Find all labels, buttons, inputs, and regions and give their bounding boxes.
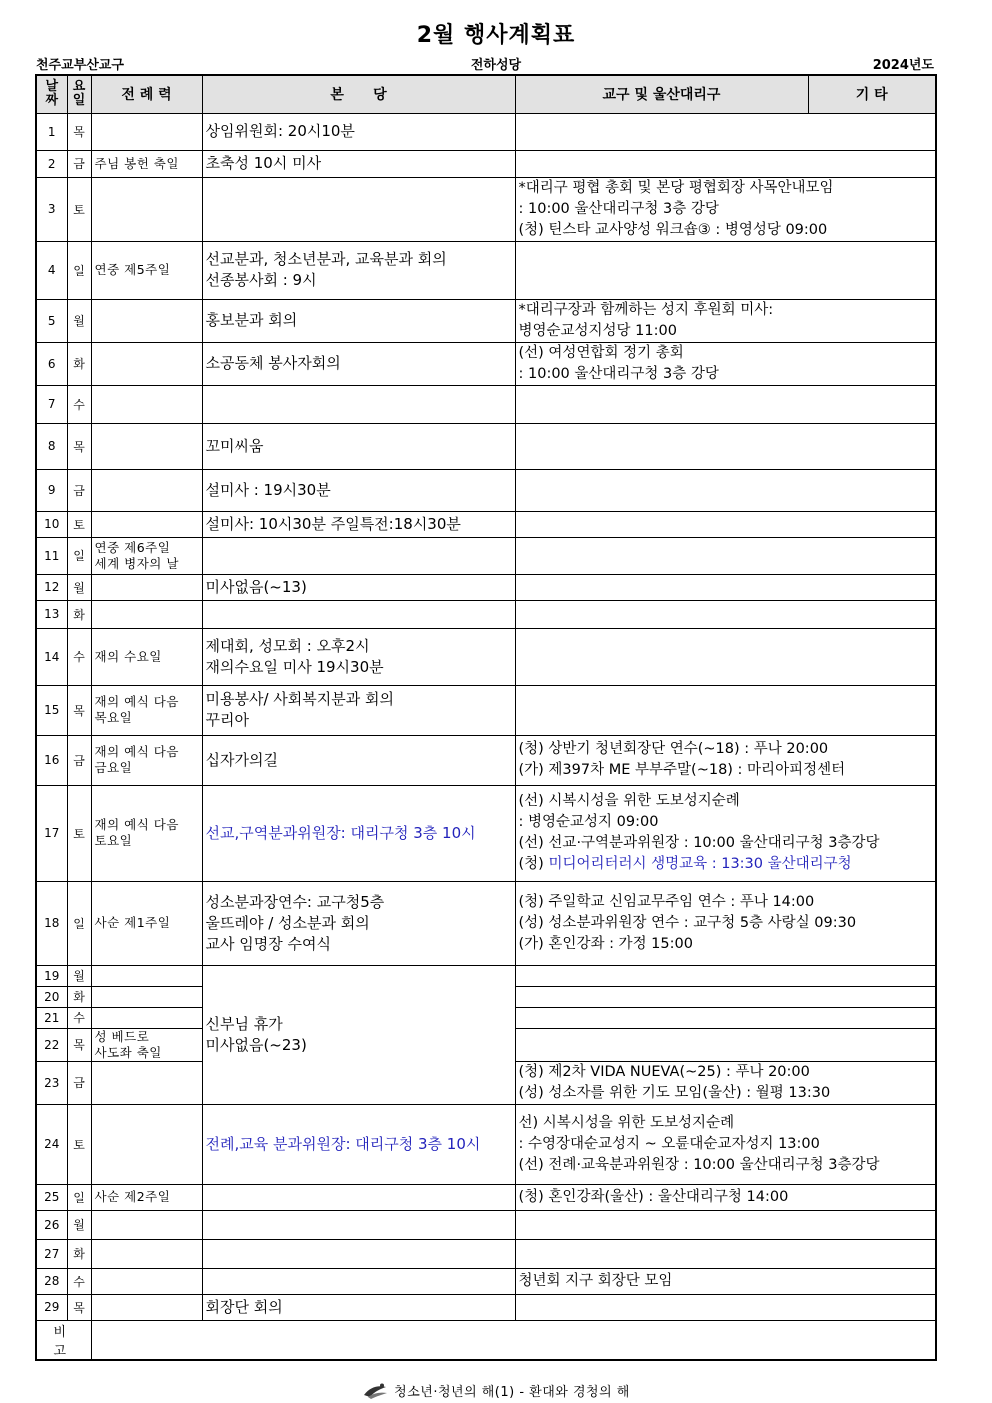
entry-line: 연중 제5주일	[94, 262, 171, 277]
table-row	[36, 342, 936, 385]
day-number: 28	[36, 1268, 67, 1294]
parish-cell	[202, 600, 515, 628]
entry-line: 청년회 지구 회장단 모임	[518, 1272, 673, 1289]
weekday: 토	[67, 785, 91, 881]
table-row	[36, 881, 936, 965]
day-number: 1	[36, 113, 67, 150]
district-cell	[515, 150, 936, 177]
weekday: 수	[67, 385, 91, 423]
day-number: 17	[36, 785, 67, 881]
entry-line: 재의 예식 다음	[94, 744, 179, 759]
weekday: 화	[67, 986, 91, 1007]
entry-line: : 병영순교성지 09:00	[518, 814, 659, 830]
footer-text: 청소년·청년의 해(1) - 환대와 경청의 해	[394, 1385, 630, 1400]
district-cell	[515, 1007, 936, 1028]
entry-line: (성) 성소분과위원장 연수 : 교구청 5층 사랑실 09:30	[518, 914, 857, 931]
entry-line: (선) 선교·구역분과위원장 : 10:00 울산대리구청 3층강당	[518, 835, 880, 851]
day-number: 11	[36, 537, 67, 574]
entry-line: *대리구장과 함께하는 성지 후원회 미사:	[518, 301, 774, 318]
weekday: 일	[67, 881, 91, 965]
weekday: 토	[67, 1104, 91, 1184]
liturgy-cell	[91, 1294, 202, 1320]
col-parish: 본 당	[202, 75, 515, 113]
liturgy-cell	[91, 1104, 202, 1184]
entry-line: 꾸리아	[205, 711, 249, 729]
entry-line: 설미사 : 19시30분	[205, 480, 331, 499]
entry-line: 재의 예식 다음	[94, 817, 179, 832]
table-row	[36, 150, 936, 177]
col-district: 교구 및 울산대리구	[515, 75, 808, 113]
district-cell	[515, 385, 936, 423]
liturgy-cell	[91, 574, 202, 600]
parish-cell	[202, 1210, 515, 1239]
district-cell	[515, 342, 936, 385]
entry-line: (가) 혼인강좌 : 가정 15:00	[518, 935, 693, 952]
day-number: 26	[36, 1210, 67, 1239]
parish-cell	[202, 241, 515, 299]
liturgy-cell	[91, 1184, 202, 1210]
parish-cell	[202, 1239, 515, 1268]
entry-line: (청) 주일학교 신임교무주임 연수 : 푸나 14:00	[518, 893, 815, 910]
entry-line: 연중 제6주일	[94, 539, 171, 555]
liturgy-cell	[91, 986, 202, 1007]
day-number: 3	[36, 177, 67, 241]
entry-line: 설미사: 10시30분 주일특전:18시30분	[205, 514, 461, 533]
liturgy-cell	[91, 423, 202, 469]
weekday: 수	[67, 1268, 91, 1294]
table-row	[36, 574, 936, 600]
district-cell	[515, 241, 936, 299]
parish-cell	[202, 113, 515, 150]
entry-line: 미사없음(~23)	[205, 1035, 307, 1054]
entry-line: 소공동체 봉사자회의	[205, 354, 341, 372]
schedule-table	[35, 74, 937, 1361]
parish-cell	[202, 1268, 515, 1294]
day-number: 4	[36, 241, 67, 299]
entry-line: 선종봉사회 : 9시	[205, 271, 317, 289]
weekday: 토	[67, 177, 91, 241]
entry-line: 세계 병자의 날	[94, 555, 179, 571]
table-row	[36, 469, 936, 511]
entry-line: (선) 여성연합회 정기 총회	[518, 344, 684, 361]
entry-line: 성소분과장연수: 교구청5층	[205, 892, 385, 911]
table-row	[36, 423, 936, 469]
entry-line: (청) 틴스타 교사양성 워크숍③ : 병영성당 09:00	[518, 221, 828, 238]
parish-cell	[202, 628, 515, 685]
liturgy-cell	[91, 177, 202, 241]
parish-cell	[202, 685, 515, 735]
remarks-cell	[91, 1320, 936, 1360]
weekday: 토	[67, 511, 91, 537]
table-row	[36, 1294, 936, 1320]
parish-cell	[202, 342, 515, 385]
entry-line: 선) 시복시성을 위한 도보성지순례	[518, 1114, 735, 1131]
entry-line: (선) 전례·교육분과위원장 : 10:00 울산대리구청 3층강당	[518, 1156, 880, 1173]
day-number: 27	[36, 1239, 67, 1268]
parish-cell	[202, 511, 515, 537]
weekday: 월	[67, 574, 91, 600]
day-number: 5	[36, 299, 67, 342]
day-number: 23	[36, 1061, 67, 1104]
weekday: 화	[67, 342, 91, 385]
entry-line: *대리구 평협 총회 및 본당 평협회장 사목안내모임	[518, 179, 834, 196]
district-cell	[515, 1210, 936, 1239]
day-number: 16	[36, 735, 67, 785]
table-row	[36, 1104, 936, 1184]
table-row	[36, 628, 936, 685]
district-cell	[515, 1239, 936, 1268]
weekday: 목	[67, 423, 91, 469]
liturgy-cell	[91, 1239, 202, 1268]
weekday: 화	[67, 600, 91, 628]
district-cell	[515, 469, 936, 511]
district-cell	[515, 600, 936, 628]
entry-line: 초축성 10시 미사	[205, 154, 322, 172]
day-number: 9	[36, 469, 67, 511]
day-number: 8	[36, 423, 67, 469]
parish-cell	[202, 423, 515, 469]
weekday: 화	[67, 1239, 91, 1268]
weekday: 일	[67, 1184, 91, 1210]
entry-line: : 10:00 울산대리구청 3층 강당	[518, 365, 719, 382]
table-row	[36, 785, 936, 881]
district-cell	[515, 574, 936, 600]
col-etc: 기 타	[808, 75, 936, 113]
entry-line: 주님 봉헌 축일	[94, 155, 179, 171]
liturgy-cell	[91, 385, 202, 423]
liturgy-cell	[91, 965, 202, 986]
parish-label: 전하성당	[470, 58, 522, 73]
district-cell	[515, 1184, 936, 1210]
liturgy-cell	[91, 150, 202, 177]
liturgy-cell	[91, 628, 202, 685]
parish-cell	[202, 1184, 515, 1210]
district-cell	[515, 299, 936, 342]
day-number: 14	[36, 628, 67, 685]
table-row	[36, 537, 936, 574]
youth-year-logo-icon	[362, 1383, 388, 1403]
entry-line: : 10:00 울산대리구청 3층 강당	[518, 200, 719, 217]
table-row	[36, 965, 936, 986]
weekday: 금	[67, 469, 91, 511]
entry-line: 목요일	[94, 710, 133, 725]
district-cell	[515, 423, 936, 469]
day-number: 21	[36, 1007, 67, 1028]
liturgy-cell	[91, 342, 202, 385]
entry-line: 상임위원회: 20시10분	[205, 122, 355, 140]
entry-line: 사순 제1주일	[94, 915, 171, 930]
weekday: 목	[67, 113, 91, 150]
district-cell	[515, 685, 936, 735]
district-cell	[515, 177, 936, 241]
liturgy-cell	[91, 469, 202, 511]
district-cell	[515, 1294, 936, 1320]
table-row	[36, 1239, 936, 1268]
day-number: 7	[36, 385, 67, 423]
liturgy-cell	[91, 511, 202, 537]
weekday: 일	[67, 241, 91, 299]
entry-line: 미용봉사/ 사회복지분과 회의	[205, 690, 394, 708]
weekday: 목	[67, 685, 91, 735]
table-row	[36, 600, 936, 628]
entry-line: (청) 제2차 VIDA NUEVA(~25) : 푸나 20:00	[518, 1063, 810, 1080]
entry-line: 제대회, 성모회 : 오후2시	[205, 636, 370, 655]
parish-cell	[202, 177, 515, 241]
table-row	[36, 1210, 936, 1239]
remarks-label: 비 고	[36, 1320, 91, 1360]
parish-cell	[202, 735, 515, 785]
table-row	[36, 385, 936, 423]
district-cell	[515, 628, 936, 685]
table-row	[36, 735, 936, 785]
liturgy-cell	[91, 735, 202, 785]
parish-cell	[202, 385, 515, 423]
diocese-label: 천주교부산교구	[36, 58, 124, 73]
col-weekday: 요 일	[67, 75, 91, 113]
entry-line: (가) 제397차 ME 부부주말(~18) : 마리아피정센터	[518, 762, 846, 778]
weekday: 금	[67, 1061, 91, 1104]
entry-line: (성) 성소자를 위한 기도 모임(울산) : 월평 13:30	[518, 1084, 831, 1101]
day-number: 10	[36, 511, 67, 537]
parish-cell	[202, 1294, 515, 1320]
day-number: 15	[36, 685, 67, 735]
entry-line: 병영순교성지성당 11:00	[518, 322, 677, 339]
district-cell	[515, 986, 936, 1007]
weekday: 목	[67, 1028, 91, 1061]
table-row	[36, 685, 936, 735]
liturgy-cell	[91, 299, 202, 342]
table-row	[36, 299, 936, 342]
day-number: 12	[36, 574, 67, 600]
weekday: 월	[67, 299, 91, 342]
footer	[0, 1381, 992, 1403]
entry-line: (청) 미디어리터러시 생명교육 : 13:30 울산대리구청	[518, 856, 852, 872]
table-row	[36, 1184, 936, 1210]
day-number: 25	[36, 1184, 67, 1210]
liturgy-cell	[91, 113, 202, 150]
year-label: 2024년도	[872, 58, 934, 73]
entry-line: (청) 혼인강좌(울산) : 울산대리구청 14:00	[518, 1188, 789, 1205]
parish-merged-cell	[202, 965, 515, 1104]
entry-line: (청) 상반기 청년회장단 연수(~18) : 푸나 20:00	[518, 741, 829, 757]
weekday: 목	[67, 1294, 91, 1320]
entry-line: 미사없음(~13)	[205, 577, 307, 596]
parish-cell	[202, 785, 515, 881]
liturgy-cell	[91, 600, 202, 628]
table-row	[36, 511, 936, 537]
day-number: 22	[36, 1028, 67, 1061]
entry-line: 울뜨레야 / 성소분과 회의	[205, 913, 370, 932]
liturgy-cell	[91, 537, 202, 574]
day-number: 18	[36, 881, 67, 965]
entry-line: 전례,교육 분과위원장: 대리구청 3층 10시	[205, 1134, 481, 1153]
entry-line: 십자가의길	[205, 750, 278, 769]
liturgy-cell	[91, 241, 202, 299]
parish-cell	[202, 299, 515, 342]
table-row	[36, 177, 936, 241]
district-cell	[515, 785, 936, 881]
header-row	[36, 75, 936, 113]
district-cell	[515, 113, 936, 150]
parish-cell	[202, 574, 515, 600]
weekday: 금	[67, 150, 91, 177]
entry-line: 토요일	[94, 833, 133, 848]
col-day: 날 짜	[36, 75, 67, 113]
liturgy-cell	[91, 1007, 202, 1028]
entry-line: 금요일	[94, 760, 133, 775]
district-cell	[515, 537, 936, 574]
entry-line: : 수영장대순교성지 ~ 오륜대순교자성지 13:00	[518, 1135, 820, 1152]
day-number: 20	[36, 986, 67, 1007]
district-cell	[515, 1104, 936, 1184]
liturgy-cell	[91, 1210, 202, 1239]
day-number: 2	[36, 150, 67, 177]
entry-line: 성 베드로	[94, 1028, 150, 1044]
liturgy-cell	[91, 881, 202, 965]
weekday: 금	[67, 735, 91, 785]
weekday: 월	[67, 965, 91, 986]
entry-line: 꼬미씨움	[205, 436, 264, 455]
table-row	[36, 113, 936, 150]
table-row	[36, 1268, 936, 1294]
liturgy-cell	[91, 1061, 202, 1104]
entry-line: (선) 시복시성을 위한 도보성지순례	[518, 793, 740, 809]
liturgy-cell	[91, 685, 202, 735]
parish-cell	[202, 537, 515, 574]
page-title: 2월 행사계획표	[416, 23, 576, 48]
liturgy-cell	[91, 1028, 202, 1061]
entry-line: 회장단 회의	[205, 1297, 283, 1316]
district-cell	[515, 965, 936, 986]
entry-line: 홍보분과 회의	[205, 311, 298, 329]
entry-line: 선교,구역분과위원장: 대리구청 3층 10시	[205, 823, 476, 842]
liturgy-cell	[91, 785, 202, 881]
entry-line: 사순 제2주일	[94, 1189, 171, 1204]
entry-line: 재의 수요일	[94, 648, 162, 664]
day-number: 6	[36, 342, 67, 385]
parish-cell	[202, 1104, 515, 1184]
day-number: 29	[36, 1294, 67, 1320]
district-cell	[515, 1061, 936, 1104]
entry-line: 재의 예식 다음	[94, 694, 179, 709]
district-cell	[515, 881, 936, 965]
day-number: 19	[36, 965, 67, 986]
weekday: 수	[67, 1007, 91, 1028]
weekday: 월	[67, 1210, 91, 1239]
col-liturgy: 전 례 력	[91, 75, 202, 113]
district-cell	[515, 1268, 936, 1294]
parish-cell	[202, 881, 515, 965]
remarks-row	[36, 1320, 936, 1360]
weekday: 수	[67, 628, 91, 685]
entry-line: 재의수요일 미사 19시30분	[205, 657, 384, 676]
table-row	[36, 241, 936, 299]
day-number: 24	[36, 1104, 67, 1184]
day-number: 13	[36, 600, 67, 628]
district-cell	[515, 735, 936, 785]
district-cell	[515, 511, 936, 537]
entry-line: 사도좌 축일	[94, 1044, 162, 1060]
parish-cell	[202, 469, 515, 511]
entry-line: 선교분과, 청소년분과, 교육분과 회의	[205, 250, 447, 268]
entry-line: 교사 임명장 수여식	[205, 934, 331, 953]
district-cell	[515, 1028, 936, 1061]
entry-line: 신부님 휴가	[205, 1014, 283, 1033]
liturgy-cell	[91, 1268, 202, 1294]
parish-cell	[202, 150, 515, 177]
weekday: 일	[67, 537, 91, 574]
